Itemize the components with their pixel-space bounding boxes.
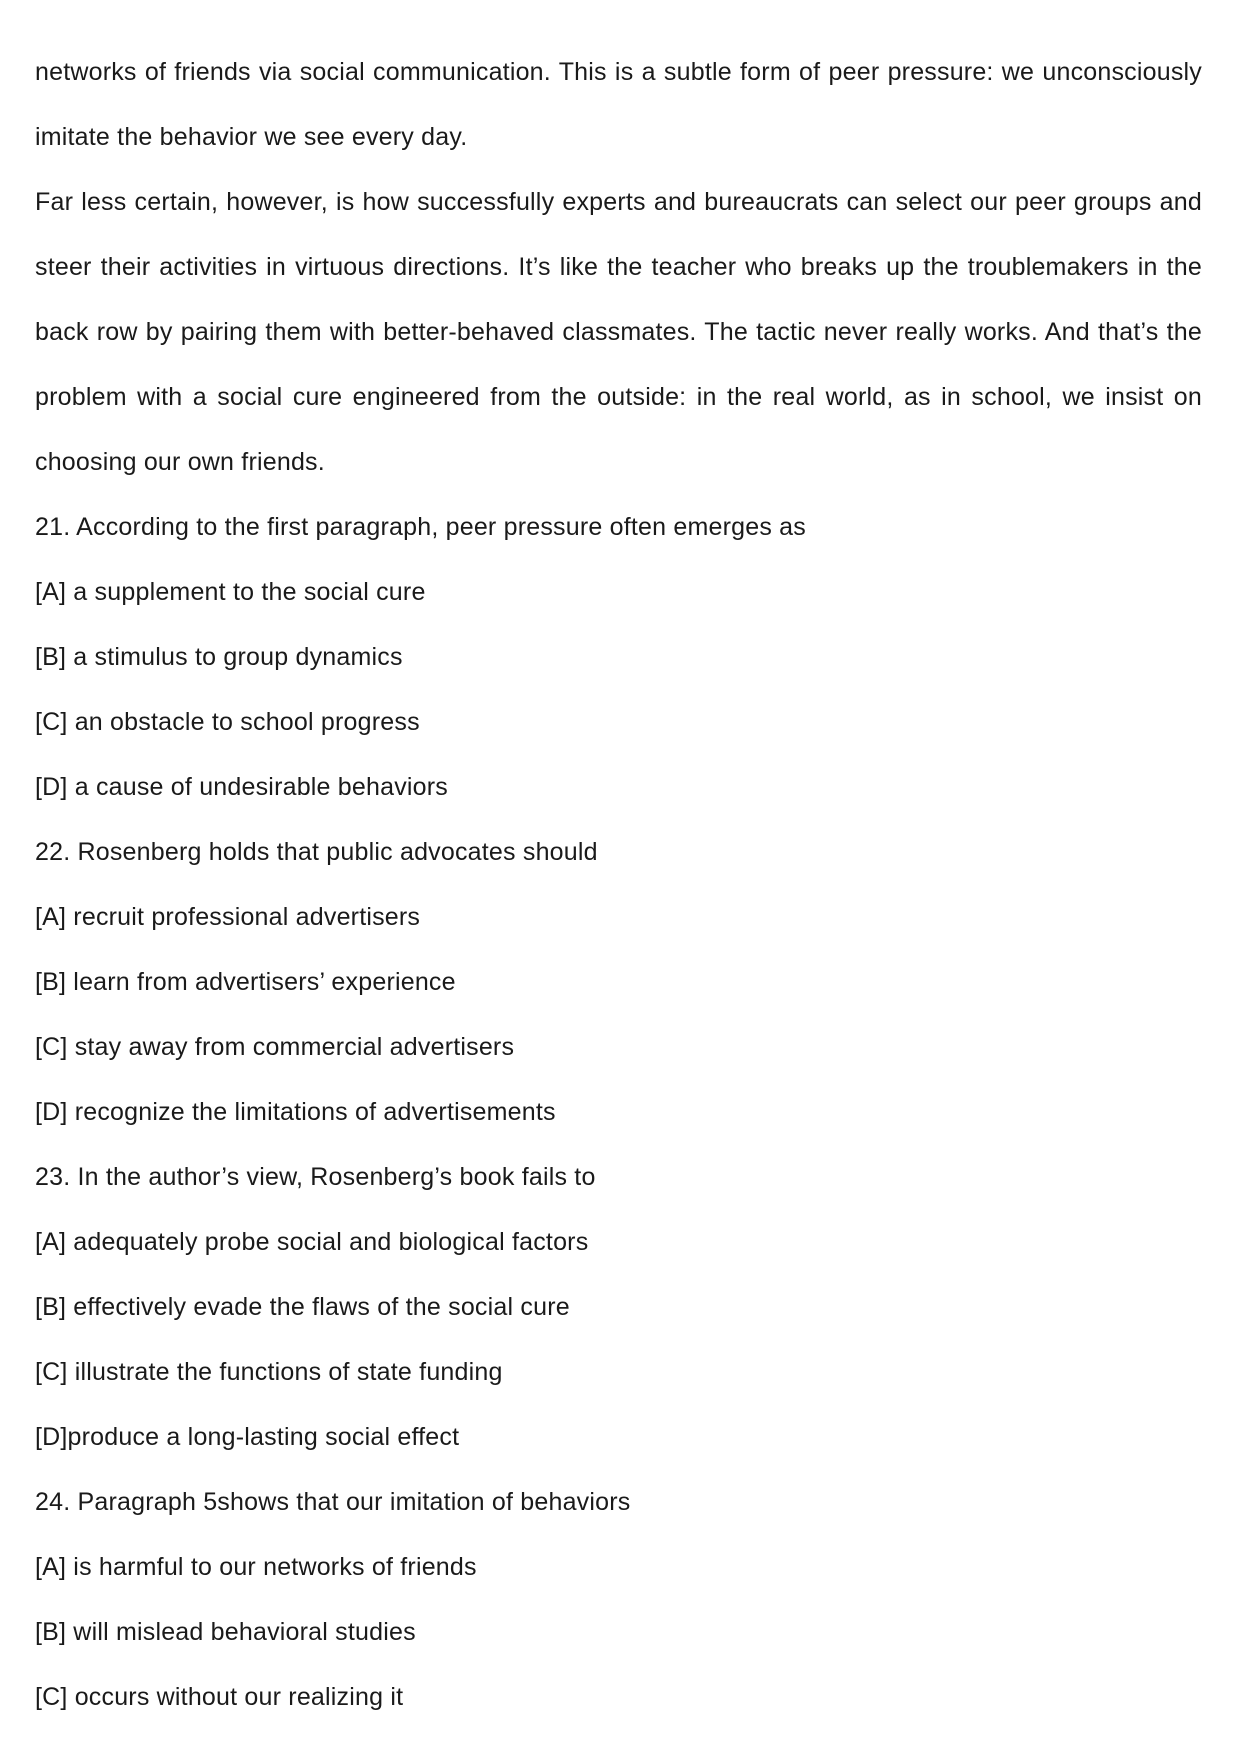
question-22: [35, 820, 1202, 1145]
option-b: [B] effectively evade the flaws of the social cure: [35, 1293, 570, 1321]
option-c: [C] illustrate the functions of state funding: [35, 1358, 503, 1386]
option-a: [A] recruit professional advertisers: [35, 903, 421, 931]
document-page: [35, 40, 1202, 1730]
option-a: [A] a supplement to the social cure: [35, 578, 426, 606]
passage-paragraph-2: Far less certain, however, is how successfully experts and bureaucrats can select our peer groups and steer their activities in virtuous directions. It’s like the teacher who breaks up the troublemakers in the back row by pairing them with better-behaved classmates. The tactic never really works. And that’s the problem with a social cure engineered from the outside: in the real world, as in school, we insist on choosing our own friends.: [35, 188, 1202, 476]
question-23: [35, 1145, 1202, 1470]
option-d: [D] a cause of undesirable behaviors: [35, 773, 448, 801]
question-21: [35, 495, 1202, 820]
passage-paragraph-1: networks of friends via social communication. This is a subtle form of peer pressure: we unconsciously imitate the behavior we see every day.: [35, 58, 1202, 151]
option-b: [B] will mislead behavioral studies: [35, 1618, 416, 1646]
option-c: [C] an obstacle to school progress: [35, 708, 420, 736]
question-stem: 24. Paragraph 5shows that our imitation of behaviors: [35, 1488, 631, 1516]
option-c: [C] occurs without our realizing it: [35, 1683, 404, 1711]
question-stem: 22. Rosenberg holds that public advocates should: [35, 838, 598, 866]
option-b: [B] learn from advertisers’ experience: [35, 968, 456, 996]
option-b: [B] a stimulus to group dynamics: [35, 643, 403, 671]
option-d: [D] recognize the limitations of advertisements: [35, 1098, 556, 1126]
question-stem: 23. In the author’s view, Rosenberg’s book fails to: [35, 1163, 596, 1191]
question-stem: 21. According to the first paragraph, peer pressure often emerges as: [35, 513, 806, 541]
option-c: [C] stay away from commercial advertisers: [35, 1033, 515, 1061]
option-d: [D]produce a long-lasting social effect: [35, 1423, 460, 1451]
option-a: [A] adequately probe social and biological factors: [35, 1228, 589, 1256]
option-a: [A] is harmful to our networks of friends: [35, 1553, 477, 1581]
question-24: [35, 1470, 1202, 1730]
